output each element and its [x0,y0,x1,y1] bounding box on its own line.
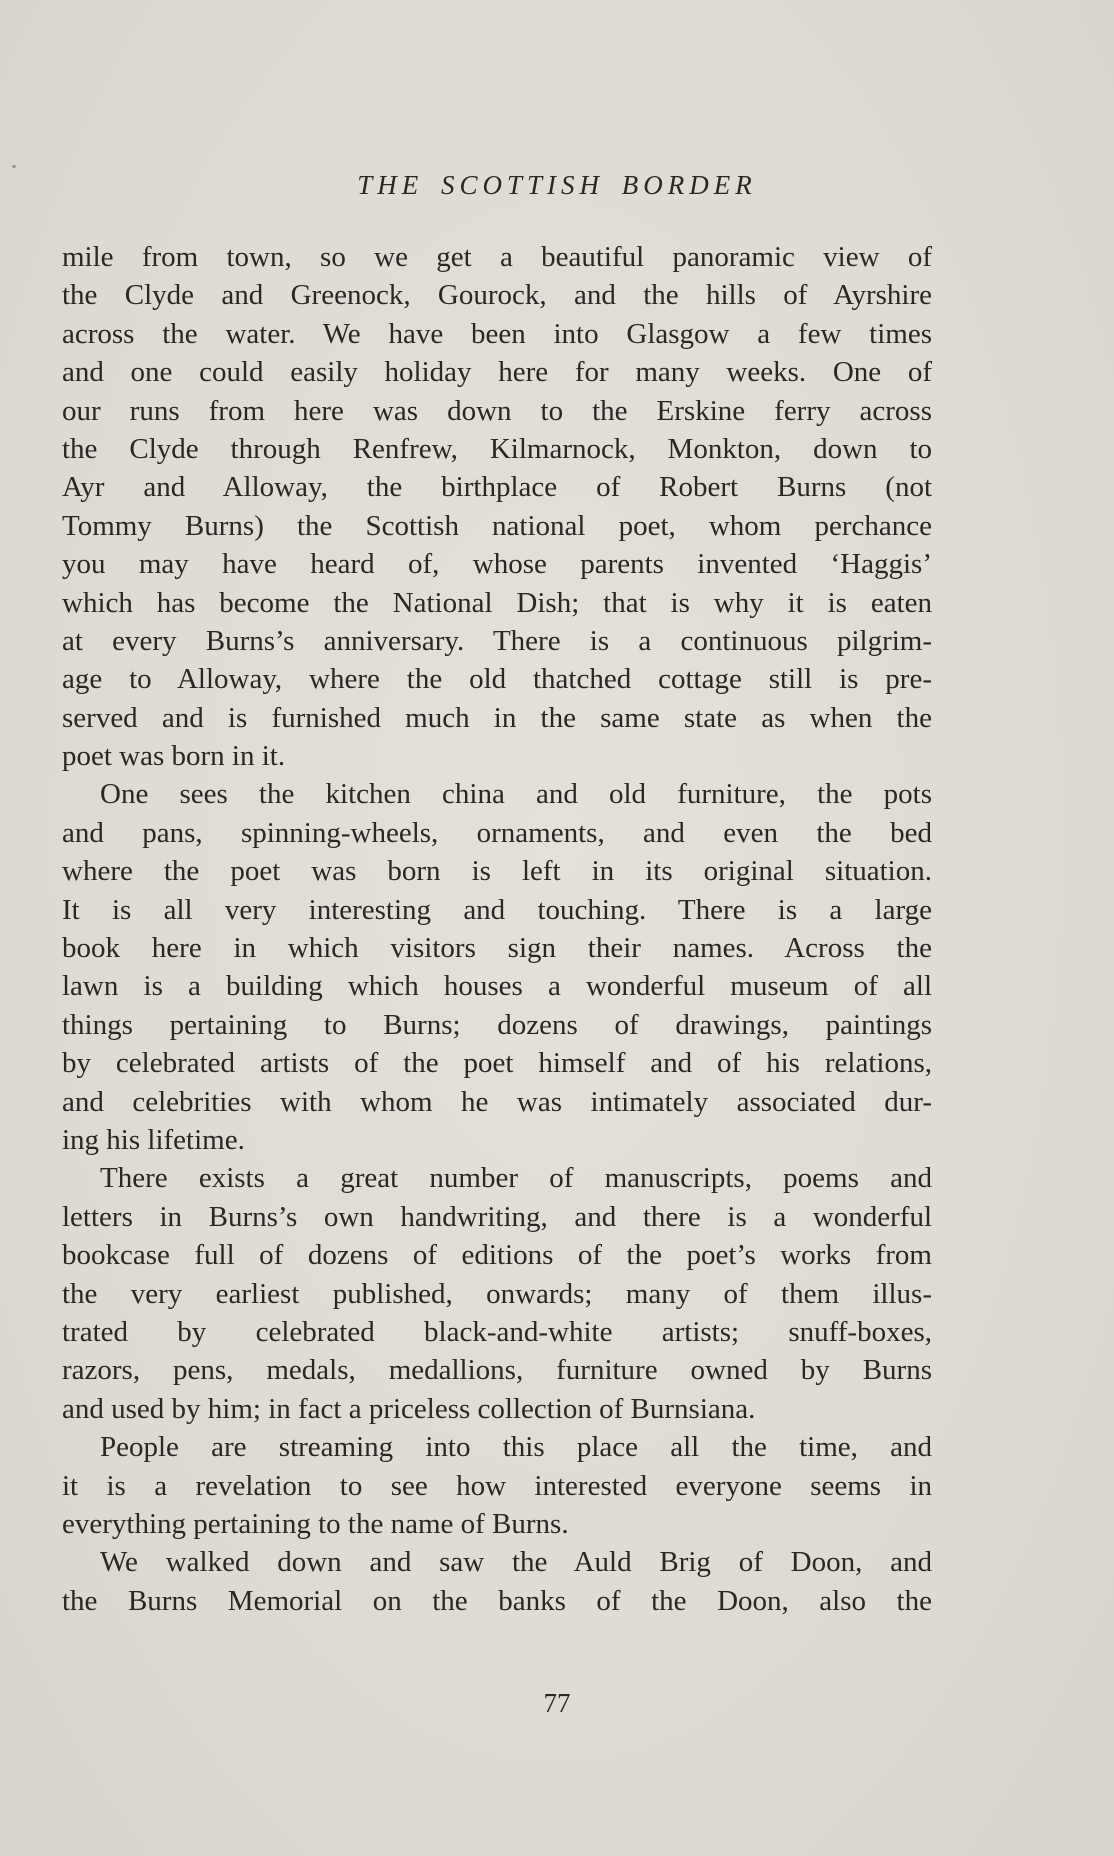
text-line: book here in which visitors sign their names. Across the [62,932,932,965]
text-line: at every Burns’s anniversary. There is a continuous pilgrim- [62,624,932,657]
text-line: age to Alloway, where the old thatched cottage still is pre- [62,663,932,696]
text-line: the Burns Memorial on the banks of the Doon, also the [62,1584,932,1617]
running-head: THE SCOTTISH BORDER [357,170,757,200]
text-line: One sees the kitchen china and old furniture, the pots [100,778,932,811]
text-line: the very earliest published, onwards; many of them illus- [62,1277,932,1310]
text-line: trated by celebrated black-and-white artists; snuff-boxes, [62,1315,932,1348]
text-line: you may have heard of, whose parents invented ‘Haggis’ [62,548,932,581]
paragraph [62,1428,932,1543]
text-line: bookcase full of dozens of editions of the poet’s works from [62,1239,932,1272]
text-line: it is a revelation to see how interested everyone seems in [62,1469,932,1502]
text-line: the Clyde and Greenock, Gourock, and the hills of Ayrshire [62,279,932,312]
text-line: mile from town, so we get a beautiful panoramic view of [62,241,932,273]
body-text [62,238,932,1620]
page-number: 77 [543,1688,571,1718]
text-line: People are streaming into this place all the time, and [100,1431,932,1464]
paragraph [62,1159,932,1428]
text-line: and one could easily holiday here for many weeks. One of [62,356,932,389]
text-line: by celebrated artists of the poet himself and of his relations, [62,1047,932,1080]
paragraph [62,238,932,775]
text-line: There exists a great number of manuscripts, poems and [100,1162,932,1195]
text-line: and used by him; in fact a priceless collection of Burnsiana. [62,1392,756,1425]
text-line: and celebrities with whom he was intimately associated dur- [62,1085,932,1118]
paper-speck [12,165,16,168]
text-line: everything pertaining to the name of Burns. [62,1507,569,1540]
text-line: things pertaining to Burns; dozens of drawings, paintings [62,1008,932,1041]
text-line: and pans, spinning-wheels, ornaments, and even the bed [62,816,932,849]
text-line: our runs from here was down to the Erskine ferry across [62,394,932,427]
text-line: lawn is a building which houses a wonderful museum of all [62,970,932,1003]
text-line: across the water. We have been into Glasgow a few times [62,317,932,350]
text-line: Ayr and Alloway, the birthplace of Robert Burns (not [62,471,932,504]
text-line: poet was born in it. [62,740,286,773]
text-line: letters in Burns’s own handwriting, and there is a wonderful [62,1200,932,1233]
text-line: Tommy Burns) the Scottish national poet, whom perchance [62,509,932,542]
text-line: the Clyde through Renfrew, Kilmarnock, Monkton, down to [62,432,932,465]
text-line: which has become the National Dish; that is why it is eaten [62,586,932,619]
text-line: We walked down and saw the Auld Brig of Doon, and [100,1546,932,1579]
text-line: razors, pens, medals, medallions, furniture owned by Burns [62,1354,932,1387]
text-line: ing his lifetime. [62,1123,245,1156]
text-line: It is all very interesting and touching. There is a large [62,893,932,926]
text-line: served and is furnished much in the same state as when the [62,701,932,734]
paragraph [62,775,932,1159]
paragraph [62,1543,932,1620]
text-line: where the poet was born is left in its original situation. [62,855,932,888]
